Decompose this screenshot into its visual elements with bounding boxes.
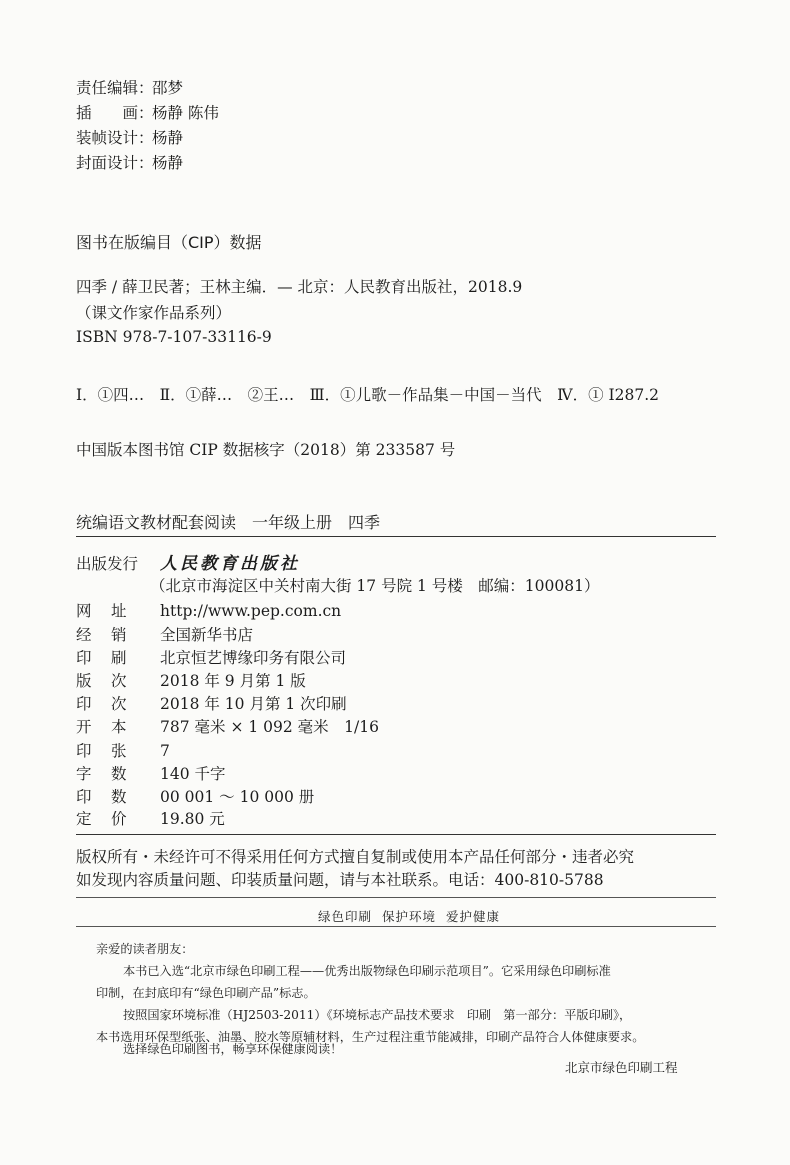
publisher-row xyxy=(76,549,300,574)
credit-label: 封面设计： xyxy=(76,154,154,172)
divider xyxy=(76,897,716,898)
detail-value: 2018 年 9 月第 1 版 xyxy=(160,672,306,690)
detail-label: 网 址 xyxy=(76,602,129,620)
detail-label: 版 次 xyxy=(76,672,129,690)
detail-label: 印 数 xyxy=(76,788,129,806)
credit-cover-design xyxy=(76,151,183,173)
detail-value: 787 毫米 × 1 092 毫米 1/16 xyxy=(160,718,379,736)
detail-value: 2018 年 10 月第 1 次印刷 xyxy=(160,695,347,713)
letter-signature: 北京市绿色印刷工程 xyxy=(565,1060,678,1075)
slogan: 爱护健康 xyxy=(446,909,501,924)
letter-paragraph-2a: 按照国家环境标准（HJ2503-2011）《环境标志产品技术要求 印刷 第一部分：平版印刷》， xyxy=(123,1008,632,1022)
detail-label: 经 销 xyxy=(76,626,129,644)
detail-website xyxy=(76,599,341,621)
letter-paragraph-3: 选择绿色印刷图书，畅享环保健康阅读！ xyxy=(123,1042,343,1056)
cip-isbn: ISBN 978-7-107-33116-9 xyxy=(76,328,272,346)
cip-heading: 图书在版编目（CIP）数据 xyxy=(76,233,262,252)
letter-paragraph-2b: 本书选用环保型纸张、油墨、胶水等原辅材料，生产过程注重节能减排，印刷产品符合人体健康要求。 xyxy=(96,1030,645,1044)
publisher-address: （北京市海淀区中关村南大街 17 号院 1 号楼 邮编：100081） xyxy=(150,577,600,595)
credit-value: 杨静 xyxy=(152,154,184,172)
credit-editor xyxy=(76,76,183,98)
copyright-notice: 版权所有・未经许可不得采用任何方式擅自复制或使用本产品任何部分・违者必究 xyxy=(76,848,635,866)
cip-line-2: （课文作家作品系列） xyxy=(76,304,232,322)
credit-value: 杨静 陈伟 xyxy=(152,104,219,122)
series-title: 统编语文教材配套阅读 一年级上册 四季 xyxy=(76,513,381,532)
letter-paragraph-1a: 本书已入选“北京市绿色印刷工程——优秀出版物绿色印刷示范项目”。它采用绿色印刷标准 xyxy=(123,964,611,978)
detail-value: http://www.pep.com.cn xyxy=(160,602,342,620)
credit-illustrator xyxy=(76,101,219,123)
divider xyxy=(76,834,716,835)
credit-label: 责任编辑： xyxy=(76,79,154,97)
publisher-label: 出版发行 xyxy=(76,555,139,573)
detail-value: 北京恒艺博缘印务有限公司 xyxy=(160,649,347,667)
detail-word-count xyxy=(76,762,226,784)
divider xyxy=(76,536,716,537)
credit-value: 杨静 xyxy=(152,129,184,147)
publisher-logo: 人民教育出版社 xyxy=(160,554,300,574)
detail-price xyxy=(76,807,225,829)
detail-label: 字 数 xyxy=(76,765,129,783)
detail-value: 7 xyxy=(160,742,170,760)
detail-format xyxy=(76,715,379,737)
green-print-slogans xyxy=(318,907,510,925)
credit-label: 插 画： xyxy=(76,104,154,122)
detail-label: 印 刷 xyxy=(76,649,129,667)
detail-value: 140 千字 xyxy=(160,765,226,783)
letter-greeting: 亲爱的读者朋友： xyxy=(96,942,194,956)
detail-edition xyxy=(76,669,306,691)
cip-line-1: 四季 / 薛卫民著；王林主编．— 北京：人民教育出版社，2018.9 xyxy=(76,278,523,296)
letter-paragraph-1b: 印制，在封底印有“绿色印刷产品”标志。 xyxy=(96,986,316,1000)
divider xyxy=(76,926,716,927)
detail-value: 00 001 ～ 10 000 册 xyxy=(160,788,315,806)
detail-label: 开 本 xyxy=(76,718,129,736)
detail-sheets xyxy=(76,739,170,761)
detail-print-run xyxy=(76,785,314,807)
detail-distribution xyxy=(76,623,253,645)
detail-value: 全国新华书店 xyxy=(160,626,254,644)
contact-notice: 如发现内容质量问题、印装质量问题，请与本社联系。电话：400-810-5788 xyxy=(76,871,604,889)
detail-printer xyxy=(76,646,346,668)
credit-binding-design xyxy=(76,126,183,148)
detail-label: 定 价 xyxy=(76,810,129,828)
detail-label: 印 次 xyxy=(76,695,129,713)
credit-value: 邵梦 xyxy=(152,79,184,97)
cip-verification: 中国版本图书馆 CIP 数据核字（2018）第 233587 号 xyxy=(76,441,456,459)
detail-label: 印 张 xyxy=(76,742,129,760)
slogan: 保护环境 xyxy=(382,909,437,924)
detail-value: 19.80 元 xyxy=(160,810,225,828)
slogan: 绿色印刷 xyxy=(318,909,373,924)
cip-classification: Ⅰ．①四… Ⅱ．①薛… ②王… Ⅲ．①儿歌－作品集－中国－当代 Ⅳ．① I287.2 xyxy=(76,386,660,404)
credit-label: 装帧设计： xyxy=(76,129,154,147)
detail-printing xyxy=(76,692,347,714)
